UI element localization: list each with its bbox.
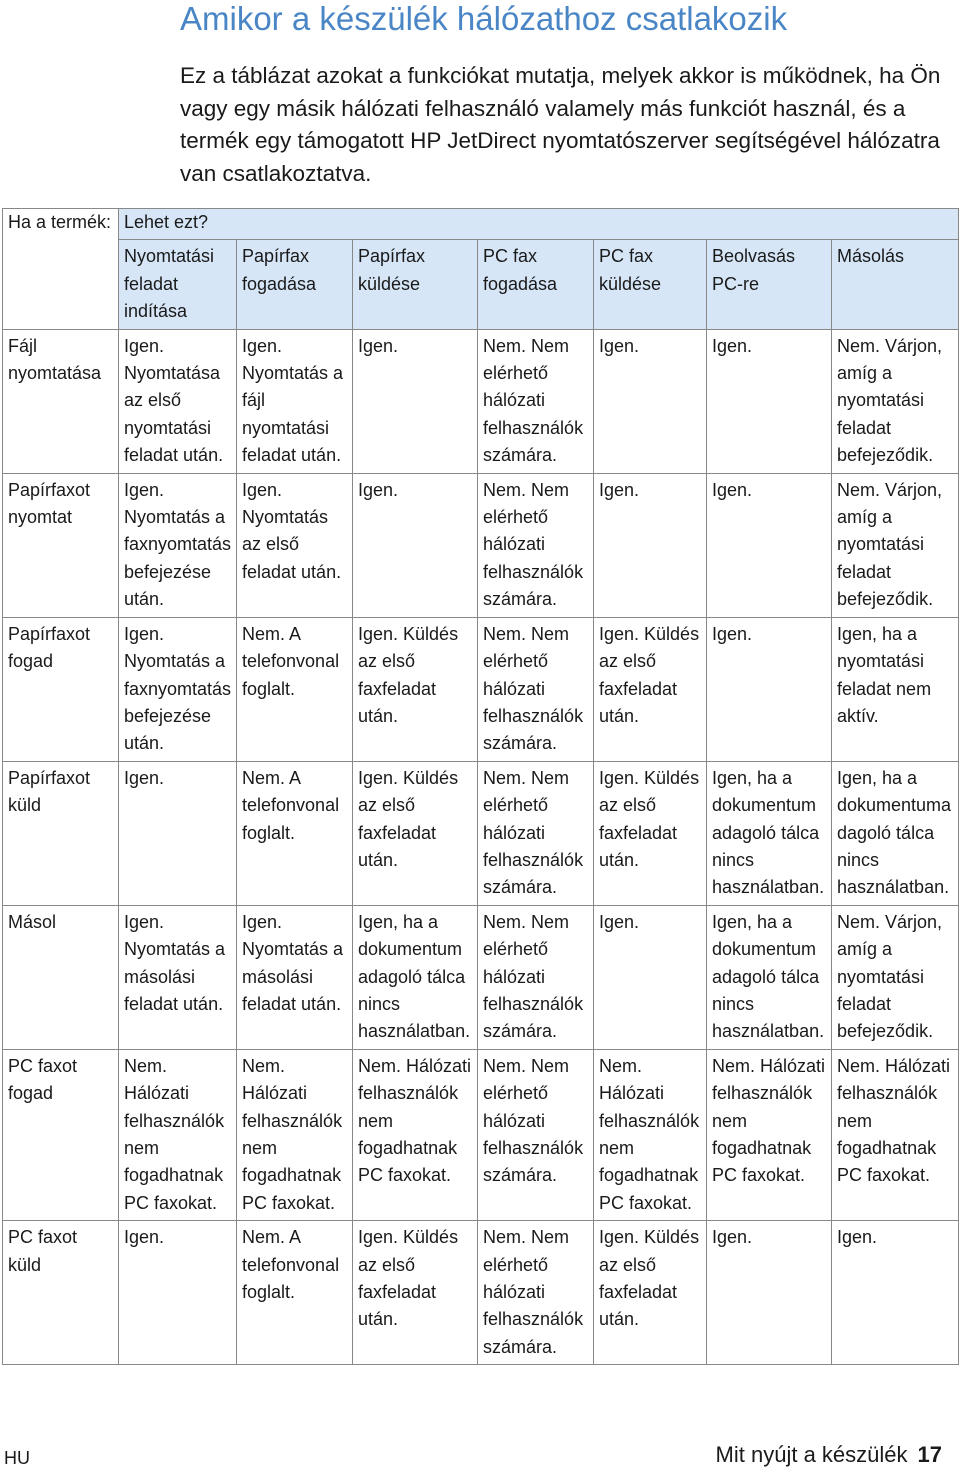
table-cell: Igen. bbox=[594, 905, 707, 1049]
table-cell: Nem. Hálózati felhasználók nem fogadhatnak PC faxokat. bbox=[119, 1049, 237, 1220]
table-cell: Igen. bbox=[119, 761, 237, 905]
table-cell: Igen. bbox=[707, 473, 832, 617]
table-cell: Igen. Küldés az első faxfeladat után. bbox=[594, 617, 707, 761]
table-cell: Igen. bbox=[707, 329, 832, 473]
footer-section-title: Mit nyújt a készülék bbox=[715, 1442, 908, 1467]
column-header: Papírfax küldése bbox=[353, 240, 478, 329]
column-header: Papírfax fogadása bbox=[237, 240, 353, 329]
table-cell: Nem. Nem elérhető hálózati felhasználók számára. bbox=[478, 1049, 594, 1220]
table-cell: Igen. Nyomtatása az első nyomtatási feladat után. bbox=[119, 329, 237, 473]
table-cell: Nem. Nem elérhető hálózati felhasználók számára. bbox=[478, 761, 594, 905]
row-header: Papírfaxot nyomtat bbox=[3, 473, 119, 617]
column-header: Nyomtatási feladat indítása bbox=[119, 240, 237, 329]
header-row bbox=[3, 240, 959, 329]
row-header: PC faxot küld bbox=[3, 1221, 119, 1365]
table-cell: Nem. A telefonvonal foglalt. bbox=[237, 1221, 353, 1365]
table-cell: Nem. Nem elérhető hálózati felhasználók számára. bbox=[478, 473, 594, 617]
corner-cell: Ha a termék: bbox=[3, 209, 119, 330]
table-cell: Igen, ha a dokumentum adagoló tálca nincs használatban. bbox=[707, 905, 832, 1049]
table-row bbox=[3, 617, 959, 761]
table-cell: Igen. bbox=[832, 1221, 959, 1365]
table-cell: Igen. Nyomtatás a faxnyomtatás befejezése után. bbox=[119, 617, 237, 761]
table-cell: Igen. Nyomtatás az első feladat után. bbox=[237, 473, 353, 617]
table-row bbox=[3, 1221, 959, 1365]
table-row bbox=[3, 761, 959, 905]
footer-section bbox=[716, 1442, 942, 1468]
table-cell: Igen. bbox=[594, 473, 707, 617]
column-header: PC fax küldése bbox=[594, 240, 707, 329]
table-cell: Igen. Nyomtatás a faxnyomtatás befejezése után. bbox=[119, 473, 237, 617]
table-cell: Igen. bbox=[353, 329, 478, 473]
table-cell: Nem. A telefonvonal foglalt. bbox=[237, 761, 353, 905]
function-table bbox=[2, 208, 959, 1365]
table-cell: Nem. Várjon, amíg a nyomtatási feladat befejeződik. bbox=[832, 905, 959, 1049]
table-row bbox=[3, 473, 959, 617]
page-title: Amikor a készülék hálózathoz csatlakozik bbox=[180, 0, 788, 37]
table-cell: Igen. Küldés az első faxfeladat után. bbox=[594, 1221, 707, 1365]
row-header: Fájl nyomtatása bbox=[3, 329, 119, 473]
table-cell: Igen. bbox=[119, 1221, 237, 1365]
table-cell: Igen, ha a dokumentuma dagoló tálca nincs használatban. bbox=[832, 761, 959, 905]
table-cell: Nem. Várjon, amíg a nyomtatási feladat befejeződik. bbox=[832, 473, 959, 617]
table-cell: Igen. Küldés az első faxfeladat után. bbox=[594, 761, 707, 905]
table-cell: Igen. bbox=[594, 329, 707, 473]
table-cell: Igen. Nyomtatás a fájl nyomtatási feladat után. bbox=[237, 329, 353, 473]
column-header: PC fax fogadása bbox=[478, 240, 594, 329]
table-cell: Nem. Hálózati felhasználók nem fogadhatnak PC faxokat. bbox=[832, 1049, 959, 1220]
table-cell: Igen. Küldés az első faxfeladat után. bbox=[353, 617, 478, 761]
question-row bbox=[3, 209, 959, 240]
table-row bbox=[3, 329, 959, 473]
table-cell: Igen, ha a nyomtatási feladat nem aktív. bbox=[832, 617, 959, 761]
row-header: PC faxot fogad bbox=[3, 1049, 119, 1220]
table-cell: Igen, ha a dokumentum adagoló tálca nincs használatban. bbox=[353, 905, 478, 1049]
table-cell: Nem. Nem elérhető hálózati felhasználók számára. bbox=[478, 329, 594, 473]
row-header: Másol bbox=[3, 905, 119, 1049]
column-header: Beolvasás PC-re bbox=[707, 240, 832, 329]
row-header: Papírfaxot fogad bbox=[3, 617, 119, 761]
table-cell: Igen. bbox=[707, 617, 832, 761]
table-row bbox=[3, 905, 959, 1049]
table-cell: Nem. Nem elérhető hálózati felhasználók számára. bbox=[478, 617, 594, 761]
table-cell: Nem. Nem elérhető hálózati felhasználók számára. bbox=[478, 905, 594, 1049]
table-cell: Nem. Hálózati felhasználók nem fogadhatnak PC faxokat. bbox=[353, 1049, 478, 1220]
table-cell: Igen. Küldés az első faxfeladat után. bbox=[353, 1221, 478, 1365]
table-cell: Igen. Nyomtatás a másolási feladat után. bbox=[119, 905, 237, 1049]
column-header: Másolás bbox=[832, 240, 959, 329]
table-cell: Nem. Hálózati felhasználók nem fogadhatnak PC faxokat. bbox=[707, 1049, 832, 1220]
table-cell: Nem. Nem elérhető hálózati felhasználók számára. bbox=[478, 1221, 594, 1365]
table-cell: Nem. Hálózati felhasználók nem fogadhatnak PC faxokat. bbox=[594, 1049, 707, 1220]
footer-language: HU bbox=[4, 1448, 30, 1468]
table-cell: Nem. Várjon, amíg a nyomtatási feladat befejeződik. bbox=[832, 329, 959, 473]
table-row bbox=[3, 1049, 959, 1220]
table-cell: Igen. Küldés az első faxfeladat után. bbox=[353, 761, 478, 905]
question-cell: Lehet ezt? bbox=[119, 209, 959, 240]
table-cell: Nem. Hálózati felhasználók nem fogadhatnak PC faxokat. bbox=[237, 1049, 353, 1220]
row-header: Papírfaxot küld bbox=[3, 761, 119, 905]
table-cell: Nem. A telefonvonal foglalt. bbox=[237, 617, 353, 761]
page-number: 17 bbox=[917, 1442, 942, 1467]
table-cell: Igen. bbox=[707, 1221, 832, 1365]
table-cell: Igen, ha a dokumentum adagoló tálca nincs használatban. bbox=[707, 761, 832, 905]
table-cell: Igen. Nyomtatás a másolási feladat után. bbox=[237, 905, 353, 1049]
table-cell: Igen. bbox=[353, 473, 478, 617]
intro-paragraph: Ez a táblázat azokat a funkciókat mutatja, melyek akkor is működnek, ha Ön vagy egy másik hálózati felhasználó valamely más funkciót használ, és a termék egy támogatott HP JetDirect nyomtatószerver segítségével hálózatra van csatlakoztatva. bbox=[180, 63, 941, 186]
